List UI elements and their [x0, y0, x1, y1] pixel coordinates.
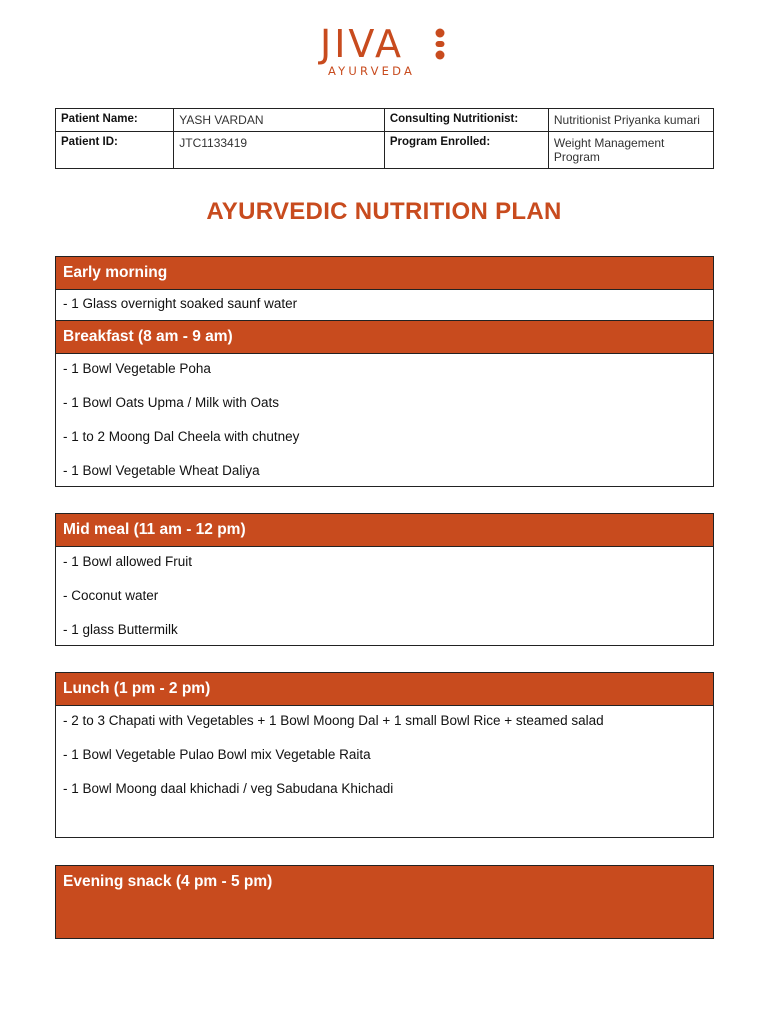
patient-id-label: Patient ID: [56, 132, 174, 169]
section-heading: Breakfast (8 am - 9 am) [56, 321, 713, 354]
section-evening-snack [55, 865, 714, 939]
list-item: - 2 to 3 Chapati with Vegetables + 1 Bowl Moong Dal + 1 small Bowl Rice + steamed salad [63, 713, 604, 728]
list-item: - 1 glass Buttermilk [63, 622, 178, 637]
table-row [56, 109, 714, 132]
section-body [56, 290, 713, 320]
program-value: Weight Management Program [548, 132, 713, 169]
list-item: - 1 Bowl Vegetable Poha [63, 361, 211, 376]
section-heading: Lunch (1 pm - 2 pm) [56, 673, 713, 706]
section-heading: Early morning [56, 257, 713, 290]
section-early-morning [55, 256, 714, 321]
section-body [56, 354, 713, 486]
brand-mark-icon [432, 28, 448, 60]
list-item: - 1 Bowl Vegetable Wheat Daliya [63, 463, 260, 478]
table-row [56, 132, 714, 169]
list-item: - 1 Bowl Vegetable Pulao Bowl mix Vegetable Raita [63, 747, 371, 762]
brand-name: JIVA [320, 22, 404, 66]
nutritionist-value: Nutritionist Priyanka kumari [548, 109, 713, 132]
brand-tagline: AYURVEDA [328, 64, 416, 78]
list-item: - Coconut water [63, 588, 159, 603]
patient-name-label: Patient Name: [56, 109, 174, 132]
list-item: - 1 to 2 Moong Dal Cheela with chutney [63, 429, 300, 444]
section-lunch [55, 672, 714, 838]
section-breakfast [55, 320, 714, 487]
section-mid-meal [55, 513, 714, 646]
list-item: - 1 Bowl Moong daal khichadi / veg Sabudana Khichadi [63, 781, 394, 796]
brand-logo [0, 22, 768, 82]
program-label: Program Enrolled: [384, 132, 548, 169]
section-heading: Evening snack (4 pm - 5 pm) [56, 866, 713, 938]
patient-info-table [55, 108, 714, 169]
patient-name-value: YASH VARDAN [174, 109, 385, 132]
section-body [56, 547, 713, 645]
list-item: - 1 Bowl allowed Fruit [63, 554, 193, 569]
patient-id-value: JTC1133419 [174, 132, 385, 169]
nutritionist-label: Consulting Nutritionist: [384, 109, 548, 132]
list-item: - 1 Bowl Oats Upma / Milk with Oats [63, 395, 280, 410]
section-body [56, 706, 713, 837]
page-title: AYURVEDIC NUTRITION PLAN [206, 198, 562, 225]
section-heading: Mid meal (11 am - 12 pm) [56, 514, 713, 547]
list-item: - 1 Glass overnight soaked saunf water [63, 296, 298, 311]
